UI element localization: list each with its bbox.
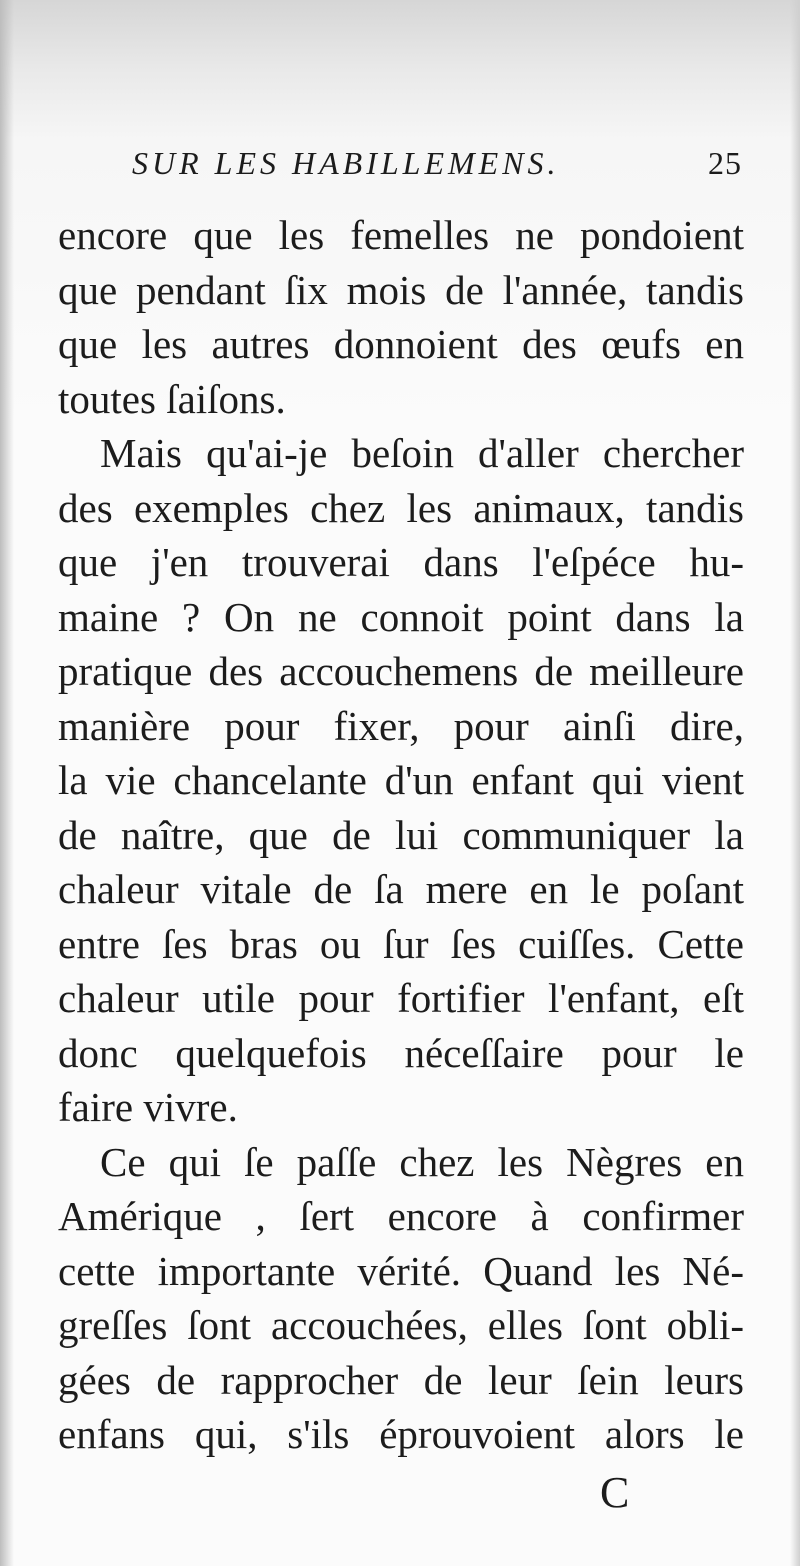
signature-mark: C bbox=[600, 1468, 630, 1517]
text-line: des exemples chez les animaux, tandis bbox=[58, 484, 744, 531]
text-line: Amérique , ſert encore à confirmer bbox=[58, 1193, 744, 1239]
text-line: toutes ſaiſons. bbox=[58, 375, 286, 422]
text-line: que les autres donnoient des œufs en bbox=[58, 321, 744, 367]
text-line: chaleur vitale de ſa mere en le poſant bbox=[58, 866, 744, 912]
text-line: encore que les femelles ne pondoient bbox=[58, 212, 744, 258]
text-line: de naître, que de lui communiquer la bbox=[58, 811, 744, 858]
text-line: enfans qui, s'ils éprouvoient alors le bbox=[58, 1411, 744, 1457]
text-line: la vie chancelante d'un enfant qui vient bbox=[58, 757, 744, 803]
text-line: pratique des accouchemens de meilleure bbox=[58, 648, 744, 694]
running-head-title: SUR LES HABILLEMENS. bbox=[132, 145, 560, 181]
text-line: Ce qui ſe paſſe chez les Nègres en bbox=[100, 1138, 744, 1185]
text-line: Mais qu'ai-je beſoin d'aller chercher bbox=[100, 430, 744, 476]
text-line: que j'en trouverai dans l'eſpéce hu- bbox=[58, 539, 744, 585]
page-number: 25 bbox=[708, 145, 742, 181]
text-line: chaleur utile pour fortifier l'enfant, eſt bbox=[58, 975, 744, 1021]
text-line: maine ? On ne connoit point dans la bbox=[58, 593, 744, 640]
text-line: que pendant ſix mois de l'année, tandis bbox=[58, 266, 744, 313]
text-line: faire vivre. bbox=[58, 1084, 238, 1130]
body-text bbox=[58, 208, 744, 1462]
text-line: donc quelquefois néceſſaire pour le bbox=[58, 1029, 744, 1076]
text-line: manière pour fixer, pour ainſi dire, bbox=[58, 702, 744, 749]
running-head bbox=[132, 140, 742, 186]
text-line: gées de rapprocher de leur ſein leurs bbox=[58, 1356, 744, 1403]
text-line: cette importante vérité. Quand les Né- bbox=[58, 1247, 744, 1294]
text-line: greſſes ſont accouchées, elles ſont obli- bbox=[58, 1302, 744, 1348]
text-line: entre ſes bras ou ſur ſes cuiſſes. Cette bbox=[58, 920, 744, 967]
